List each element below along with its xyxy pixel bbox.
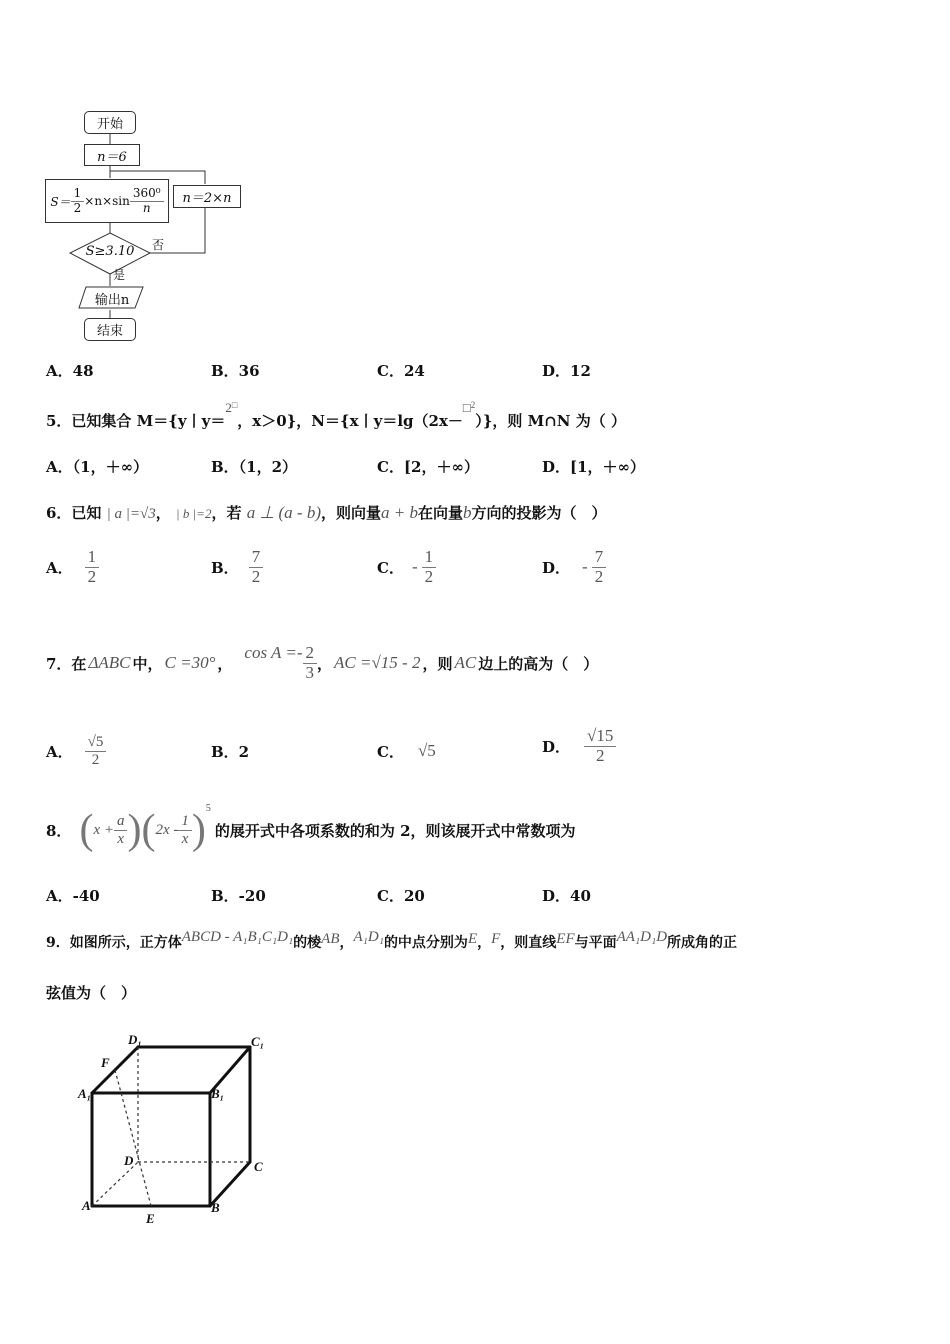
q8-option-b: B．-20 — [211, 887, 266, 905]
q6-option-c-label: C． — [377, 558, 404, 577]
q7-math-3: cos A =- — [244, 643, 303, 662]
formula-deg-num: 360⁰ — [130, 187, 164, 201]
cube-label-c: C — [254, 1159, 263, 1174]
q8-x2: x — [117, 830, 125, 847]
q5-math-2-sup: 2 — [470, 400, 476, 410]
q5-math-1-sup: □ — [231, 400, 238, 410]
q6-d-sign: - — [582, 557, 588, 577]
cube-label-c1: C₁ — [251, 1034, 265, 1049]
q6-option-b — [211, 548, 263, 586]
formula-half — [71, 187, 85, 214]
q7-text-3: ， — [217, 654, 233, 673]
q7-text-1: 7．在 — [46, 654, 87, 673]
q7-option-a-label: A． — [46, 742, 73, 761]
q9-text-7: 与平面 — [574, 935, 617, 951]
q6-text-5: 在向量 — [418, 504, 464, 522]
q9-math-2: AB — [321, 931, 340, 947]
cube-label-a1: A₁ — [78, 1086, 92, 1101]
q6-a-num: 1 — [85, 548, 100, 568]
q4-option-c: C．24 — [377, 362, 425, 380]
q7-option-d-frac — [584, 727, 616, 765]
q6-d-den: 2 — [594, 566, 604, 586]
q6-option-a-frac — [85, 548, 100, 586]
cube-label-e: E — [146, 1211, 155, 1226]
q6-option-c-frac — [422, 548, 437, 586]
q6-option-b-label: B． — [211, 558, 239, 577]
q9-text-1: 9．如图所示，正方体 — [46, 935, 182, 951]
q6-option-b-frac — [249, 548, 264, 586]
q5-math-1: 2 — [225, 400, 232, 415]
formula-deg — [130, 187, 164, 214]
q4-option-a: A．48 — [46, 362, 94, 380]
cube-label-d: D — [124, 1153, 134, 1168]
q6-option-a — [46, 548, 99, 586]
q6-c-num: 1 — [422, 548, 437, 568]
q9-math-5: F — [491, 931, 501, 947]
q6-text-1: 6．已知 — [46, 504, 102, 522]
flow-update: n＝2×n — [173, 185, 241, 208]
q6-math-5: b — [463, 503, 472, 522]
q6-b-den: 2 — [251, 566, 261, 586]
q6-math-4: a + b — [381, 503, 418, 522]
q5-option-c: C．[2，＋∞） — [377, 458, 479, 476]
q7-text-5: ，则 — [422, 654, 453, 673]
q8-a-over-x — [114, 813, 128, 847]
q8-option-d: D．40 — [542, 887, 591, 905]
q4-option-d: D．12 — [542, 362, 591, 380]
q7-option-c — [377, 726, 436, 776]
flow-init: n＝6 — [84, 144, 140, 166]
q8-exponent: 5 — [205, 802, 211, 814]
q7-math-5: AC — [454, 653, 477, 672]
q6-b-num: 7 — [249, 548, 264, 568]
q7-stem — [46, 633, 598, 693]
q9-text-8: 所成角的正 — [667, 935, 738, 951]
flow-condition: S≥3.10 — [85, 244, 135, 259]
q6-d-num: 7 — [592, 548, 607, 568]
formula-deg-den: n — [142, 200, 151, 215]
q8-1-over-x — [178, 813, 192, 847]
q6-a-den: 2 — [87, 566, 97, 586]
q9-math-3: A₁D₁ — [353, 929, 384, 945]
q5-stem — [46, 400, 626, 431]
flow-formula — [45, 179, 169, 223]
q7-option-d-label: D． — [542, 737, 571, 756]
q7-d-den: 2 — [595, 745, 605, 765]
q6-math-2: | b |=2 — [176, 506, 212, 521]
q6-option-a-label: A． — [46, 558, 73, 577]
q7-cos-den: 3 — [305, 662, 314, 682]
q5-option-d: D．[1，＋∞） — [542, 458, 646, 476]
q9-text-5: ， — [477, 935, 492, 951]
q6-option-d-label: D． — [542, 558, 571, 577]
q6-text-4: ，则向量 — [321, 504, 382, 522]
cube-label-b1: B₁ — [211, 1086, 225, 1101]
q8-one: 1 — [178, 813, 192, 831]
q6-option-d-frac — [592, 548, 607, 586]
q9-math-7: AA₁D₁D — [616, 929, 668, 945]
flow-start: 开始 — [84, 111, 136, 134]
q8-option-c: C．20 — [377, 887, 425, 905]
q9-math-4: E — [467, 931, 478, 947]
q7-a-num: √5 — [85, 734, 107, 752]
q9-text-6: ，则直线 — [500, 935, 557, 951]
formula-mid: ×n×sin — [84, 194, 130, 208]
q7-math-4: AC =√15 - 2 — [334, 653, 421, 672]
q6-option-d — [542, 548, 606, 586]
cube-figure — [70, 1030, 290, 1230]
q7-cos-frac — [303, 644, 318, 682]
flow-no-label: 否 — [152, 238, 165, 252]
q9-stem-line2: 弦值为（ ） — [46, 984, 137, 1002]
q6-text-3: ，若 — [211, 504, 242, 522]
q5-math-2: □ — [462, 400, 471, 415]
q6-math-1: | a |=√3 — [106, 506, 156, 522]
cube-label-d1: D₁ — [128, 1032, 142, 1047]
q7-math-1: ΔABC — [88, 653, 131, 672]
flow-end: 结束 — [84, 318, 136, 341]
q5-text-2: ，x＞0}，N＝{x丨y＝lg（2x－ — [237, 412, 463, 430]
q7-text-2: 中， — [132, 654, 163, 673]
q8-option-a: A．-40 — [46, 887, 100, 905]
q7-math-2: C =30° — [164, 653, 216, 672]
q9-math-6: EF — [556, 931, 575, 947]
q7-option-a-frac — [85, 734, 107, 768]
q9-stem-line1 — [46, 929, 738, 952]
flowchart-lines — [40, 108, 260, 348]
q6-math-3: a ⊥ (a - b) — [246, 503, 321, 522]
q6-option-c — [377, 548, 436, 586]
cube-label-a: A — [82, 1198, 91, 1213]
formula-half-num: 1 — [71, 187, 85, 201]
q9-text-4: 的中点分别为 — [383, 935, 468, 951]
q5-text-3: ）}，则 M∩N 为（ ） — [475, 412, 626, 430]
flow-output: 输出n — [94, 293, 130, 308]
q7-option-a — [46, 726, 106, 776]
q7-c-value: √5 — [417, 741, 436, 760]
q8-text-1: 8． — [46, 821, 72, 840]
q8-a: a — [114, 813, 128, 831]
q8-2x-minus: 2x - — [155, 821, 179, 838]
q6-stem — [46, 502, 607, 523]
formula-s: S＝ — [50, 194, 71, 209]
q9-math-1: ABCD - A₁B₁C₁D₁ — [181, 929, 294, 945]
q6-c-den: 2 — [424, 566, 434, 586]
q8-text-2: 的展开式中各项系数的和为 2，则该展开式中常数项为 — [214, 821, 576, 840]
q7-text-6: 边上的高为（ ） — [478, 654, 599, 673]
q6-text-2: ， — [155, 504, 171, 522]
q4-option-b: B．36 — [211, 362, 260, 380]
q8-x-plus: x + — [93, 821, 114, 838]
cube-label-f: F — [101, 1055, 110, 1070]
q7-text-4: ， — [317, 654, 333, 673]
q7-a-den: 2 — [91, 751, 100, 768]
q8-stem: 8． ( x + $\frac{a}{x}$ )( 2x - $\frac{1}{x}$ ) 5 的展开式中各项系数的和为 2，则该展开式中常数项为 — [46, 802, 576, 853]
q6-text-6: 方向的投影为（ ） — [471, 504, 607, 522]
q7-option-c-label: C． — [377, 742, 404, 761]
q5-option-b: B．（1，2） — [211, 458, 298, 476]
formula-half-den: 2 — [73, 200, 82, 215]
q5-option-a: A．（1，＋∞） — [46, 458, 149, 476]
q6-c-sign: - — [411, 557, 418, 577]
q7-option-b: B．2 — [211, 742, 250, 761]
q8-x3: x — [181, 830, 189, 847]
q7-cos-num: 2 — [303, 644, 318, 664]
line-ef — [115, 1070, 151, 1206]
flow-yes-label: 是 — [113, 268, 126, 282]
q7-d-num: √15 — [584, 727, 616, 747]
q9-text-3: ， — [339, 935, 354, 951]
q7-option-d — [542, 716, 616, 776]
q9-text-2: 的棱 — [293, 935, 322, 951]
q5-text-1: 5．已知集合 M＝{y丨y＝ — [46, 412, 226, 430]
hidden-ad — [92, 1162, 138, 1206]
cube-label-b: B — [211, 1200, 220, 1215]
